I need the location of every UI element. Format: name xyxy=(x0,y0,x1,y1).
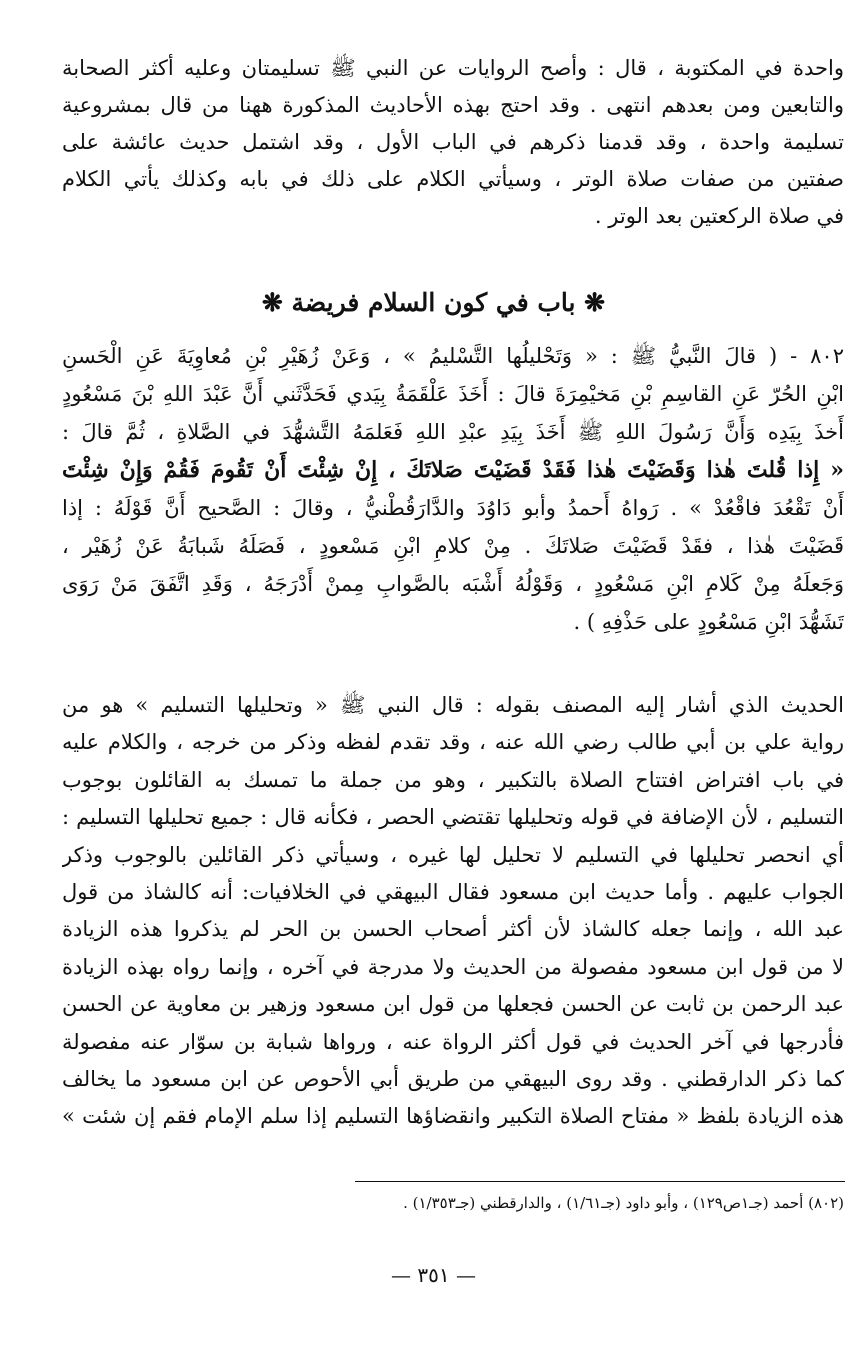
hadith-line: ٨٠٢ - ( قالَ النَّبيُّ ﷺ : « وَتَحْليلُها التَّسْليمُ » ، وَعَنْ زُهَيْرِ بْنِ مُعاوِيَةَ عَنِ الْحَسنِ xyxy=(62,344,844,368)
hadith-line: أَنْ تَقْعُدَ فاقْعُدْ » . رَواهُ أَحمدُ وأبو دَاوُدَ والدَّارَقُطْنيُّ ، وقالَ : الصَّحيح أَنَّ قَوْلَهُ : إذا xyxy=(62,496,844,520)
text-line: صفتين من صفات صلاة الوتر ، وسيأتي الكلام على ذلك في بابه وكذلك يأتي الكلام xyxy=(62,167,844,191)
hadith-line: تَشَهُّدَ ابْنِ مَسْعُودٍ على حَذْفِهِ ) . xyxy=(573,610,844,634)
text-line: عبد الله ، وإنما جعله كالشاذ لأن أكثر أصحاب الحسن بن الحر لم يذكروا هذه الزيادة xyxy=(62,917,844,942)
text-line: التسليم ، لأن الإضافة في قوله وتحليلها تقتضي الحصر ، فكأنه قال : جميع تحليلها التسليم : xyxy=(62,805,844,830)
hadith-line: وَجَعلَهُ مِنْ كَلامِ ابْنِ مَسْعُودٍ ، وَقَوْلُهُ أَشْبَه بالصَّوابِ مِمنْ أَدْرَجَهُ ، وَقَدِ اتَّفَقَ مَنْ رَوَى xyxy=(62,572,844,596)
text-line: أي انحصر تحليلها في التسليم لا تحليل لها غيره ، وسيأتي ذكر القائلين بالوجوب وذكر xyxy=(62,842,844,867)
text-line: والتابعين ومن بعدهم انتهى . وقد احتج بهذه الأحاديث المذكورة ههنا من قال بمشروعية xyxy=(62,93,844,117)
hadith-line-bold: « إِذا قُلتَ هٰذا وَقَضَيْتَ هٰذا فَقَدْ قَضَيْتَ صَلاتَكَ ، إِنْ شِئْتَ أَنْ تَقُومَ فَقُمْ وَإِنْ شِئْتَ xyxy=(62,457,844,483)
text-line: عبد الرحمن بن ثابت عن الحسن فجعلها من قول ابن مسعود وزهير بن معاوية عن الحسن xyxy=(62,992,844,1017)
text-line: الجواب عليهم . وأما حديث ابن مسعود فقال البيهقي في الخلافيات: أنه كالشاذ من قول xyxy=(62,879,844,904)
text-line: تسليمة واحدة ، وقد قدمنا ذكرهم في الباب الأول ، وقد اشتمل حديث عائشة على xyxy=(62,130,844,154)
paragraph-continued xyxy=(62,50,844,235)
text-line: واحدة في المكتوبة ، قال : وأصح الروايات عن النبي ﷺ تسليمتان وعليه أكثر الصحابة xyxy=(62,56,844,80)
text-line: في صلاة الركعتين بعد الوتر . xyxy=(594,204,844,228)
text-line: في باب افتراض افتتاح الصلاة بالتكبير ، وهو من جملة ما تمسك به القائلون بوجوب xyxy=(62,767,844,792)
footnote-divider xyxy=(355,1181,845,1182)
hadith-text xyxy=(62,337,844,641)
text-line: كما ذكر الدارقطني . وقد روى البيهقي من طريق أبي الأحوص عن ابن مسعود ما يخالف xyxy=(62,1066,844,1091)
text-line: هذه الزيادة بلفظ « مفتاح الصلاة التكبير وانقضاؤها التسليم إذا سلم الإمام فقم إن شئت » xyxy=(62,1104,844,1129)
hadith-line: قَضَيْتَ هٰذا ، فقَدْ قَضَيْتَ صَلاتَكَ . مِنْ كلامِ ابْنِ مَسْعودٍ ، فَصَلَهُ شَبابَةُ عَنْ زُهَيْر ، xyxy=(62,534,844,558)
hadith-line: ابْنِ الحُرّ عَنِ القاسِمِ بْنِ مَخيْمِرَةَ قالَ : أَخَذَ عَلْقَمَةُ بِيَدي فَحَدَّثَني أَنَّ عَبْدَ اللهِ بْنَ مَسْعُودٍ xyxy=(62,382,844,406)
text-line: فأدرجها في آخر الحديث في قول أكثر الرواة عنه ، ورواها شبابة بن سوّار عنه مفصولة xyxy=(62,1029,844,1054)
page-number: — ٣٥١ — xyxy=(391,1263,476,1287)
commentary-paragraph xyxy=(62,687,844,1136)
footnote: (٨٠٢) أحمد (جـ١ص١٢٩) ، وأبو داود (جـ١/٦١) ، والدارقطني (جـ١/٣٥٣) . xyxy=(403,1194,844,1212)
text-line: الحديث الذي أشار إليه المصنف بقوله : قال النبي ﷺ « وتحليلها التسليم » هو من xyxy=(62,693,844,717)
text-line: رواية علي بن أبي طالب رضي الله عنه ، وقد تقدم لفظه وذكر من خرجه ، والكلام عليه xyxy=(62,730,844,755)
text-line: لا من قول ابن مسعود مفصولة من الحديث ولا مدرجة في آخره ، وإنما رواه بهذه الزيادة xyxy=(62,954,844,979)
hadith-line: أَخذَ بِيَدِه وَأَنَّ رَسُولَ اللهِ ﷺ أَخَذَ بِيَدِ عبْدِ اللهِ فَعَلمَهُ التَّشهُّدَ في الصَّلاةِ ، ثُمَّ قالَ : xyxy=(62,420,844,444)
chapter-heading: ❋ باب في كون السلام فريضة ❋ xyxy=(261,288,606,317)
